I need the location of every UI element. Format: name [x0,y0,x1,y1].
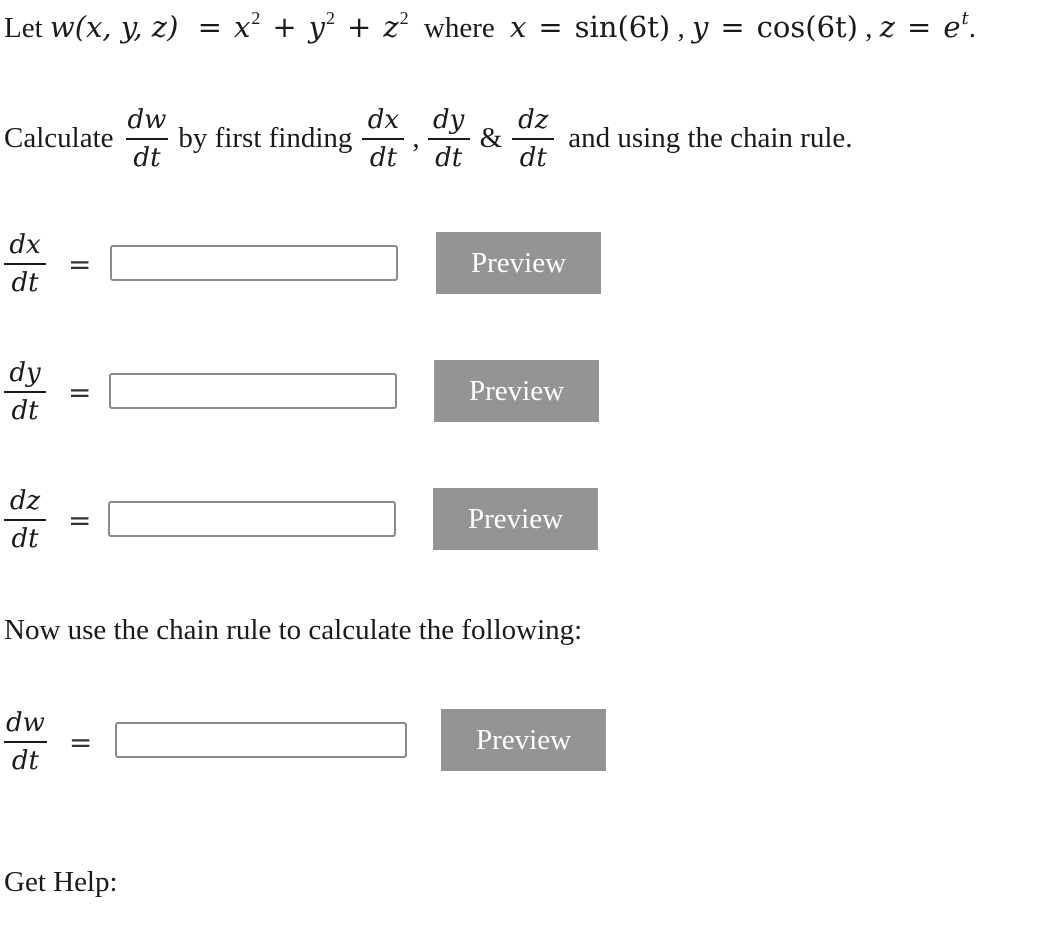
comma: , [412,122,420,155]
z-term: z [383,10,399,44]
x-exponent: 2 [251,8,261,28]
by-first-finding-text: by first finding [178,122,353,155]
dw-dt-answer-input[interactable] [115,722,407,758]
frac-numerator: dw [6,708,45,739]
comma: , [677,12,685,44]
frac-numerator: dz [9,486,41,517]
w-function: w(x, y, z) [49,10,179,44]
equals-sign: = [68,503,92,537]
dx-dt-preview-button[interactable]: Preview [436,232,601,294]
y-variable: y [691,10,709,44]
get-help-label: Get Help: [4,866,118,898]
dx-dt-fraction [362,104,404,174]
dy-dt-answer-input[interactable] [109,373,397,409]
frac-denominator: dt [435,142,463,173]
problem-statement [4,10,976,45]
let-text: Let [4,12,43,44]
frac-numerator: dz [518,105,549,135]
frac-denominator: dt [11,267,39,298]
period: . [968,12,976,44]
frac-numerator: dy [433,105,465,135]
z-exponent: 2 [399,8,409,28]
x-term: x [233,10,251,44]
where-text: where [423,12,495,44]
z-variable: z [879,10,896,44]
frac-denominator: dt [519,142,547,173]
dw-dt-fraction [126,104,169,174]
frac-numerator: dx [367,105,400,135]
equals-sign: = [907,10,932,44]
comma: , [865,12,873,44]
z-exponent-t: t [961,8,969,29]
calculate-text: Calculate [4,122,114,155]
frac-denominator: dt [11,523,39,554]
frac-denominator: dt [11,395,39,426]
ampersand: & [479,122,503,155]
equals-sign: = [68,725,93,759]
y-exponent: 2 [326,8,336,28]
dw-dt-preview-button[interactable]: Preview [441,709,606,771]
fraction-bar [4,741,47,743]
dz-dt-answer-input[interactable] [108,501,396,537]
dx-dt-answer-input[interactable] [110,245,398,281]
dy-dt-preview-button[interactable]: Preview [434,360,599,422]
x-value: sin(6t) [574,10,671,44]
dx-dt-row [4,224,91,304]
fraction-bar [512,138,554,140]
dw-dt-row [4,702,92,782]
equals-sign: = [197,10,222,44]
x-variable: x [509,10,527,44]
equals-sign: = [68,247,92,281]
and-using-chain-rule-text: and using the chain rule. [568,122,853,155]
plus-sign: + [272,10,297,44]
dw-dt-label [4,707,47,777]
dy-dt-fraction [428,104,470,174]
frac-denominator: dt [11,745,39,776]
frac-numerator: dy [9,358,41,389]
fraction-bar [4,263,46,265]
fraction-bar [126,138,169,140]
fraction-bar [4,391,46,393]
dz-dt-label [4,485,46,555]
dz-dt-preview-button[interactable]: Preview [433,488,598,550]
dz-dt-fraction [512,104,554,174]
equals-sign: = [68,375,92,409]
dy-dt-label [4,357,46,427]
fraction-bar [4,519,46,521]
y-value: cos(6t) [756,10,858,44]
frac-numerator: dx [9,230,41,261]
equals-sign: = [538,10,563,44]
chain-rule-instruction: Now use the chain rule to calculate the following: [4,614,583,646]
frac-denominator: dt [369,142,397,173]
y-term: y [308,10,326,44]
dy-dt-row [4,352,91,432]
fraction-bar [428,138,470,140]
dx-dt-label [4,229,46,299]
dz-dt-row [4,480,91,560]
plus-sign: + [347,10,372,44]
frac-numerator: dw [127,105,167,135]
equals-sign: = [720,10,745,44]
z-base: e [943,10,961,44]
instruction-line [4,104,853,174]
frac-denominator: dt [133,142,161,173]
fraction-bar [362,138,404,140]
